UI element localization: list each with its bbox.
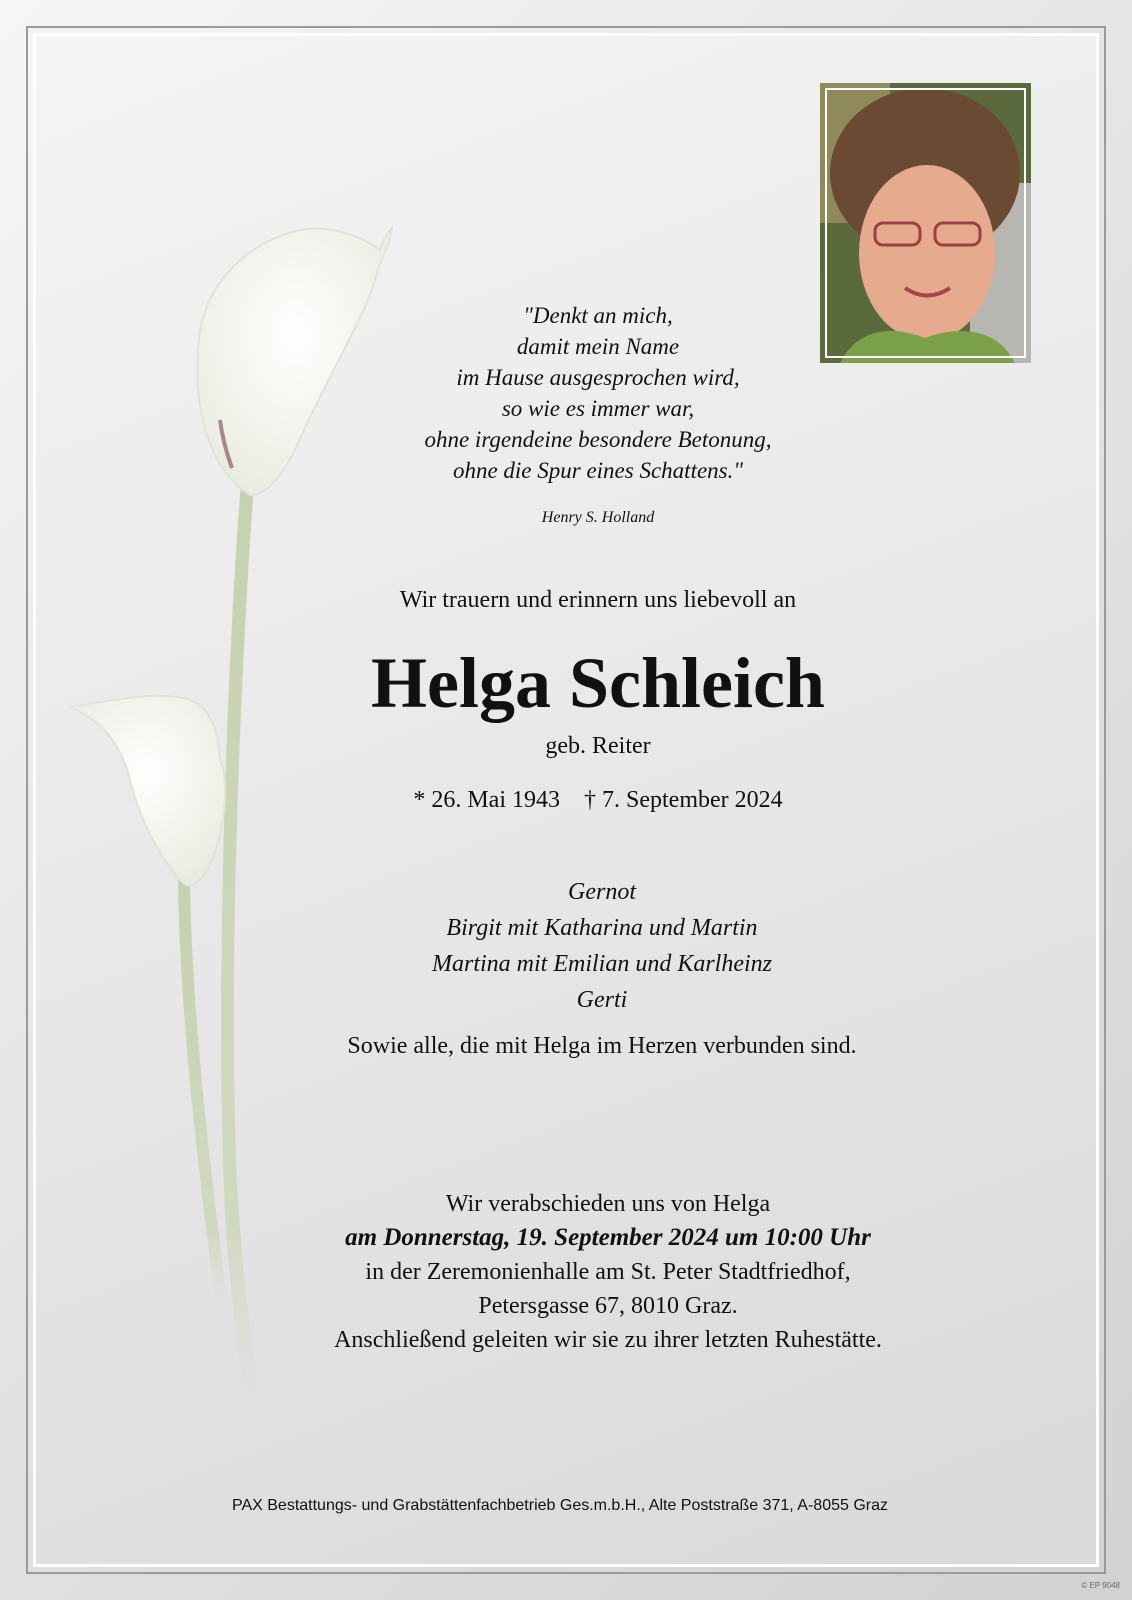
intro-text: Wir trauern und erinnern uns liebevoll an (399, 587, 797, 613)
death-date: † 7. September 2024 (584, 787, 783, 813)
maiden-name: geb. Reiter (545, 733, 651, 759)
funeral-home-footer: PAX Bestattungs- und Grabstättenfachbetrieb Ges.m.b.H., Alte Poststraße 371, A-8055 Graz (231, 1497, 889, 1514)
mourner: Birgit mit Katharina und Martin (446, 915, 758, 941)
everyone-line: Sowie alle, die mit Helga im Herzen verbunden sind. (347, 1033, 857, 1059)
quote-line: damit mein Name (516, 334, 680, 359)
template-code: © EP 9048 (1081, 1581, 1120, 1590)
quote-line: "Denkt an mich, (523, 303, 673, 328)
mourners-list (282, 874, 922, 1018)
mourner: Gerti (576, 987, 628, 1013)
quote-line: im Hause ausgesprochen wird, (456, 365, 740, 390)
life-dates (278, 787, 918, 814)
quote-line: ohne irgendeine besondere Betonung, (424, 427, 772, 452)
funeral-service-info (248, 1187, 968, 1357)
birth-date: * 26. Mai 1943 (413, 787, 561, 813)
service-intro: Wir verabschieden uns von Helga (445, 1191, 771, 1217)
quote-author: Henry S. Holland (541, 509, 655, 526)
service-burial: Anschließend geleiten wir sie zu ihrer letzten Ruhestätte. (334, 1327, 882, 1353)
mourner: Martina mit Emilian und Karlheinz (431, 951, 772, 977)
short-flower (70, 696, 225, 886)
service-venue: in der Zeremonienhalle am St. Peter Stadtfriedhof, (365, 1259, 851, 1285)
quote-line: so wie es immer war, (501, 396, 695, 421)
service-address: Petersgasse 67, 8010 Graz. (478, 1293, 738, 1319)
quote-line: ohne die Spur eines Schattens." (452, 458, 744, 483)
service-date: am Donnerstag, 19. September 2024 um 10:00 Uhr (345, 1224, 871, 1251)
mourner: Gernot (568, 879, 636, 905)
memorial-quote (278, 300, 918, 486)
deceased-name: Helga Schleich (371, 643, 825, 723)
